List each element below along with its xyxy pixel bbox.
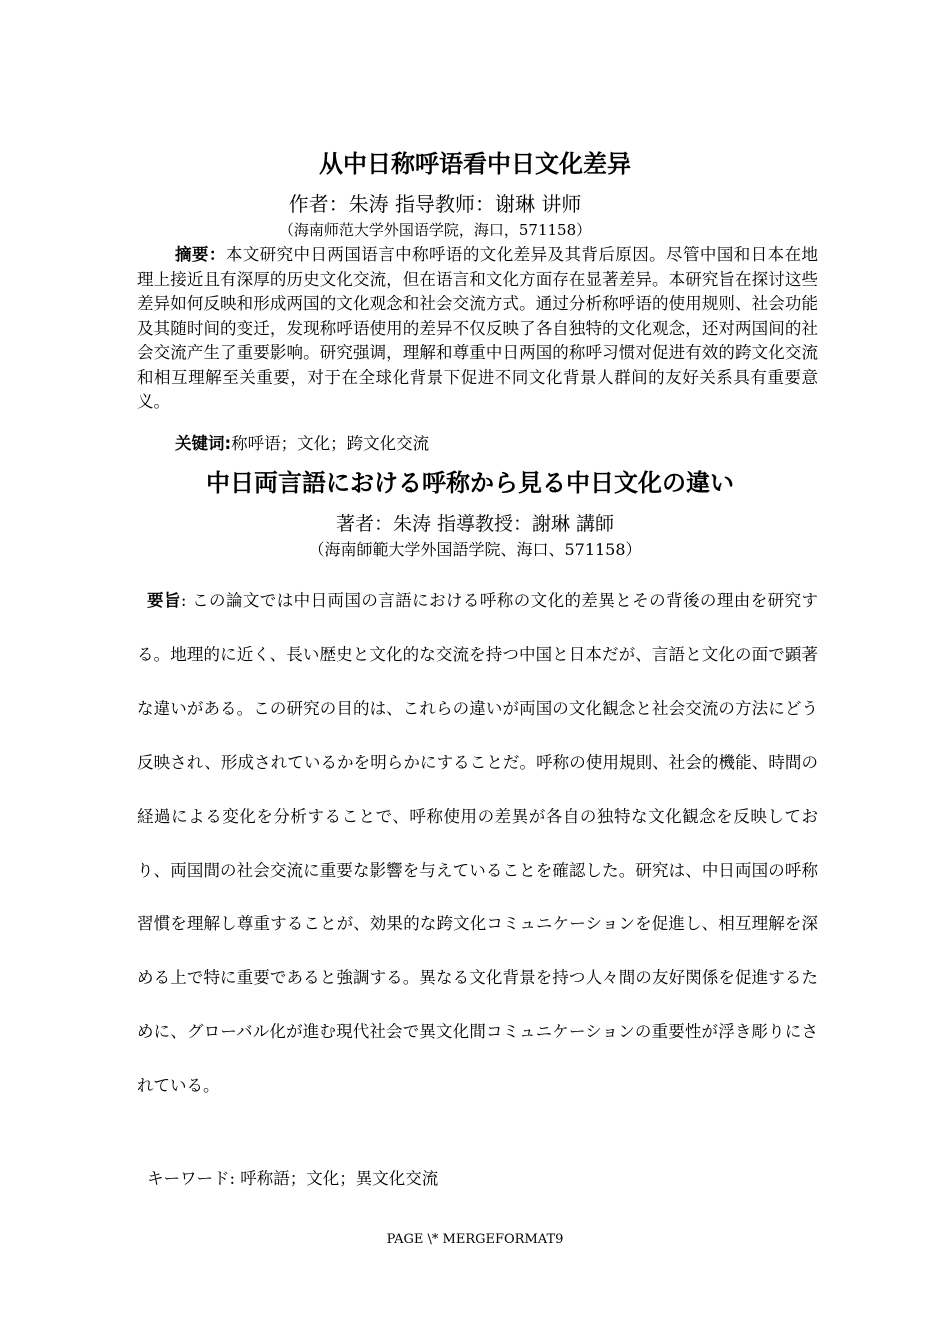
japanese-abstract [137,574,818,1113]
chinese-abstract-text: 本文研究中日两国语言中称呼语的文化差异及其背后原因。尽管中国和日本在地理上接近且有深厚的历史文化交流，但在语言和文化方面存在显著差异。本研究旨在探讨这些差异如何反映和形成两国的文化观念和社会交流方式。通过分析称呼语的使用规则、社会功能及其随时间的变迁，发现称呼语使用的差异不仅反映了各自独特的文化观念，还对两国间的社会交流产生了重要影响。研究强调，理解和尊重中日两国的称呼习惯对促进有效的跨文化交流和相互理解至关重要，对于在全球化背景下促进不同文化背景人群间的友好关系具有重要意义。 [137,245,819,411]
japanese-author-line: 著者：朱涛 指導教授：謝琳 講師 [335,513,615,535]
japanese-keywords-label: キーワード: [147,1169,236,1188]
chinese-keywords-text: 称呼语；文化；跨文化交流 [231,434,430,453]
japanese-keywords-text: 呼称語；文化；異文化交流 [235,1169,439,1188]
japanese-keywords [147,1165,438,1193]
japanese-abstract-text: : この論文では中日両国の言語における呼称の文化的差異とその背後の理由を研究する。地理的に近く、長い歴史と文化的な交流を持つ中国と日本だが、言語と文化の面で顕著な違いがある。この研究の目的は、これらの違いが両国の文化観念と社会交流の方法にどう反映され、形成されているかを明らかにすることだ。呼称の使用規則、社会的機能、時間の経過による変化を分析することで、呼称使用の差異が各自の独特な文化観念を反映しており、両国間の社会交流に重要な影響を与えていることを確認した。研究は、中日両国の呼称習慣を理解し尊重することが、効果的な跨文化コミュニケーションを促進し、相互理解を深める上で特に重要であると強調する。異なる文化背景を持つ人々間の友好関係を促進するために、グローバル化が進む現代社会で異文化間コミュニケーションの重要性が浮き彫りにされている。 [137,591,818,1096]
chinese-abstract [137,243,818,415]
chinese-keywords [175,432,429,456]
chinese-keywords-label: 关键词: [175,434,232,453]
chinese-abstract-label: 摘要： [175,245,226,264]
chinese-title: 从中日称呼语看中日文化差异 [319,150,631,178]
japanese-abstract-label: 要旨 [147,591,181,610]
chinese-author-line: 作者：朱涛 指导教师：谢琳 讲师 [288,192,582,216]
chinese-affiliation: （海南师范大学外国语学院，海口，571158） [278,221,592,239]
japanese-affiliation: （海南師範大学外国語学院、海口、571158） [308,540,642,559]
japanese-title: 中日両言語における呼称から見る中日文化の違い [206,468,734,497]
page-footer: PAGE \* MERGEFORMAT9 [386,1232,564,1247]
